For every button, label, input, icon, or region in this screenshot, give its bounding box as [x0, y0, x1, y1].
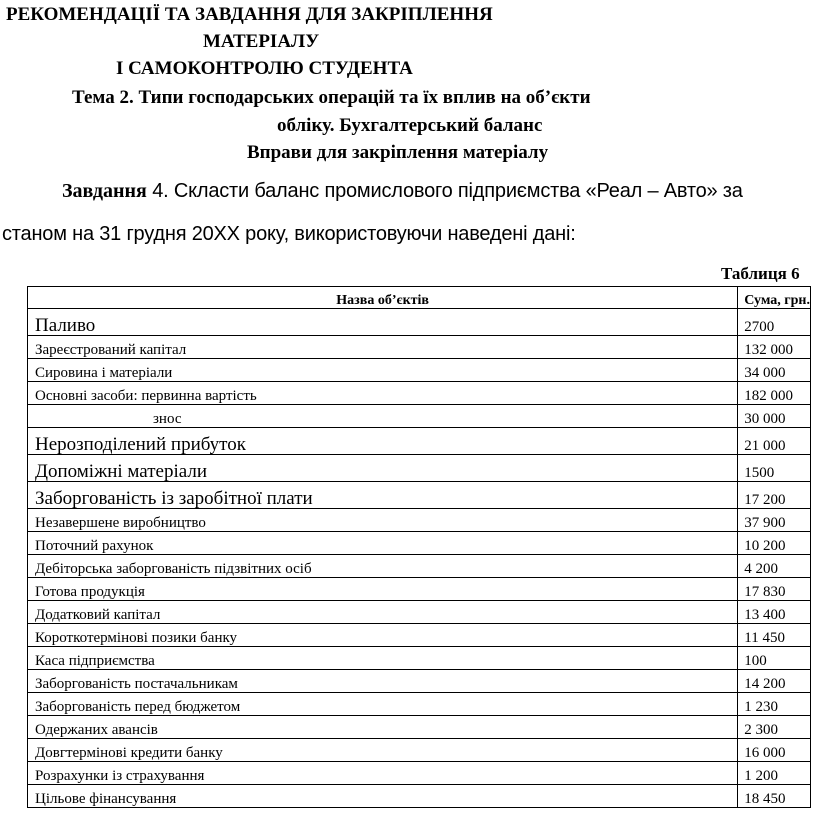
- title-line-1: РЕКОМЕНДАЦІЇ ТА ЗАВДАННЯ ДЛЯ ЗАКРІПЛЕННЯ: [6, 4, 493, 25]
- task-text-1: 4. Скласти баланс промислового підприємства «Реал – Авто» за: [146, 180, 743, 202]
- table-row: [28, 578, 811, 601]
- row-name: Нерозподілений прибуток: [28, 428, 738, 455]
- row-amount: 11 450: [738, 624, 811, 647]
- table-row: [28, 532, 811, 555]
- table-row: [28, 359, 811, 382]
- row-name: Заборгованість постачальникам: [28, 670, 738, 693]
- row-name: Поточний рахунок: [28, 532, 738, 555]
- row-name: знос: [28, 405, 738, 428]
- header-amount: Сума, грн.: [738, 287, 811, 309]
- table-row: [28, 785, 811, 808]
- table-row: [28, 670, 811, 693]
- table-row: [28, 624, 811, 647]
- row-amount: 2 300: [738, 716, 811, 739]
- header-name: Назва об’єктів: [28, 287, 738, 309]
- row-amount: 1 230: [738, 693, 811, 716]
- row-amount: 4 200: [738, 555, 811, 578]
- row-name: Цільове фінансування: [28, 785, 738, 808]
- task-label: Завдання: [62, 180, 147, 202]
- row-amount: 34 000: [738, 359, 811, 382]
- title-line-3: І САМОКОНТРОЛЮ СТУДЕНТА: [116, 58, 413, 79]
- table-row: [28, 382, 811, 405]
- row-name: Дебіторська заборгованість підзвітних осіб: [28, 555, 738, 578]
- row-name: Одержаних авансів: [28, 716, 738, 739]
- title-line-2: МАТЕРІАЛУ: [203, 31, 320, 52]
- row-amount: 14 200: [738, 670, 811, 693]
- row-name: Розрахунки із страхування: [28, 762, 738, 785]
- row-name: Незавершене виробництво: [28, 509, 738, 532]
- row-name: Зареєстрований капітал: [28, 336, 738, 359]
- table-row: [28, 455, 811, 482]
- table-row: [28, 509, 811, 532]
- row-name: Короткотермінові позики банку: [28, 624, 738, 647]
- row-name: Довгтермінові кредити банку: [28, 739, 738, 762]
- topic-line-2: обліку. Бухгалтерський баланс: [277, 115, 543, 136]
- row-amount: 182 000: [738, 382, 811, 405]
- row-name: Основні засоби: первинна вартість: [28, 382, 738, 405]
- row-name: Заборгованість перед бюджетом: [28, 693, 738, 716]
- table-header-row: [28, 287, 811, 309]
- row-amount: 1500: [738, 455, 811, 482]
- row-amount: 30 000: [738, 405, 811, 428]
- row-name: Заборгованість із заробітної плати: [28, 482, 738, 509]
- exercises-heading: Вправи для закріплення матеріалу: [247, 142, 549, 163]
- table-row: [28, 693, 811, 716]
- table-row: [28, 739, 811, 762]
- row-amount: 37 900: [738, 509, 811, 532]
- task-line-1: [62, 181, 743, 201]
- row-name: Допоміжні матеріали: [28, 455, 738, 482]
- row-amount: 132 000: [738, 336, 811, 359]
- row-amount: 16 000: [738, 739, 811, 762]
- table-row: [28, 716, 811, 739]
- row-amount: 13 400: [738, 601, 811, 624]
- row-name: Паливо: [28, 309, 738, 336]
- task-line-2: станом на 31 грудня 20ХХ року, використовуючи наведені дані:: [2, 223, 576, 245]
- balance-data-table: [27, 286, 811, 808]
- table-row: [28, 336, 811, 359]
- table-row: [28, 309, 811, 336]
- table-row: [28, 482, 811, 509]
- table-row: [28, 555, 811, 578]
- row-amount: 17 200: [738, 482, 811, 509]
- row-name: Додатковий капітал: [28, 601, 738, 624]
- row-amount: 10 200: [738, 532, 811, 555]
- row-name: Готова продукція: [28, 578, 738, 601]
- row-amount: 17 830: [738, 578, 811, 601]
- row-amount: 21 000: [738, 428, 811, 455]
- row-name: Сировина і матеріали: [28, 359, 738, 382]
- table-row: [28, 601, 811, 624]
- table-row: [28, 428, 811, 455]
- row-name: Каса підприємства: [28, 647, 738, 670]
- topic-line-1: Тема 2. Типи господарських операцій та їх вплив на об’єкти: [72, 87, 591, 108]
- table-row: [28, 762, 811, 785]
- row-amount: 18 450: [738, 785, 811, 808]
- table-label: Таблиця 6: [721, 264, 800, 283]
- row-amount: 100: [738, 647, 811, 670]
- row-amount: 2700: [738, 309, 811, 336]
- table-row: [28, 405, 811, 428]
- row-amount: 1 200: [738, 762, 811, 785]
- table-row: [28, 647, 811, 670]
